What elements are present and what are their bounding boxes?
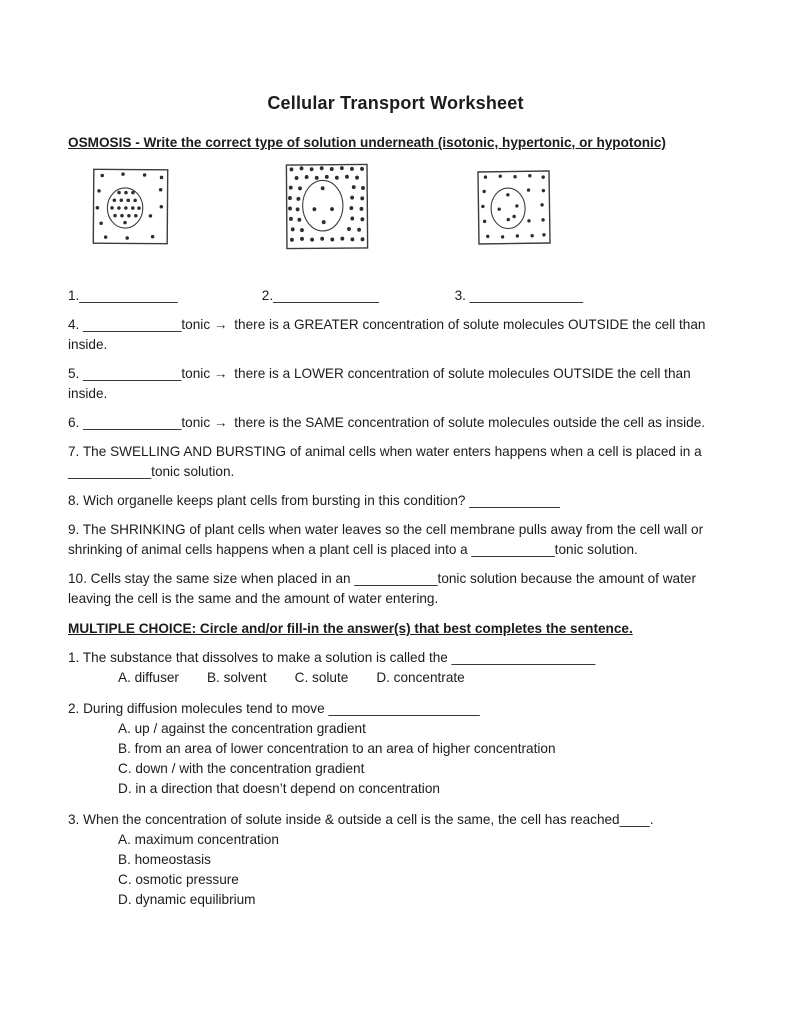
solute-dot-inside: [124, 191, 128, 195]
solute-dot-outside: [335, 176, 339, 180]
solute-dot-outside: [361, 186, 365, 190]
solute-dot-outside: [125, 236, 129, 240]
solute-dot-outside: [297, 218, 301, 222]
answer-blank-1: 1._____________: [68, 288, 178, 303]
solute-dot-outside: [345, 175, 349, 179]
solute-dot-outside: [315, 176, 319, 180]
solute-dot-outside: [541, 175, 544, 178]
solute-dot-outside: [160, 205, 164, 209]
solute-dot-outside: [290, 167, 294, 171]
solute-dot-outside: [104, 235, 108, 239]
solute-dot-outside: [355, 176, 359, 180]
option-item: D. concentrate: [376, 670, 465, 685]
solute-dot-outside: [499, 174, 502, 177]
solute-dot-outside: [527, 219, 530, 222]
solute-dot-outside: [483, 220, 486, 223]
option-list: [68, 719, 727, 799]
solute-dot-outside: [296, 207, 300, 211]
option-list: [68, 668, 727, 688]
solute-dot-outside: [300, 237, 304, 241]
solute-dot-outside: [295, 176, 299, 180]
solute-dot-outside: [289, 217, 293, 221]
solute-dot-outside: [99, 221, 103, 225]
solute-dot-outside: [300, 166, 304, 170]
solute-dot-outside: [300, 228, 304, 232]
solute-dot-outside: [310, 167, 314, 171]
solute-dot-outside: [360, 217, 364, 221]
worksheet-content: [68, 134, 727, 910]
solute-dot-outside: [350, 196, 354, 200]
solute-dot-inside: [123, 221, 127, 225]
fill-in-question-9: 9. The SHRINKING of plant cells when water leaves so the cell membrane pulls away from the cell wall or shrinking of animal cells happens when a plant cell is placed into a ___________tonic solution.: [68, 522, 704, 557]
fill-in-question-7: 7. The SWELLING AND BURSTING of animal cells when water enters happens when a cell is placed in a ___________tonic solution.: [68, 444, 702, 479]
solute-dot-outside: [501, 235, 504, 238]
solute-dot-inside: [120, 214, 124, 218]
option-item: C. down / with the concentration gradient: [118, 761, 365, 776]
solute-dot-inside: [515, 204, 518, 207]
solute-dot-outside: [320, 166, 324, 170]
solute-dot-inside: [133, 199, 137, 203]
solute-dot-inside: [312, 207, 316, 211]
solute-dot-outside: [361, 237, 365, 241]
osmosis-heading: OSMOSIS - Write the correct type of solution underneath (isotonic, hypertonic, or hypotonic): [68, 135, 666, 150]
solute-dot-inside: [330, 207, 334, 211]
solute-dot-inside: [506, 193, 509, 196]
solute-dot-outside: [143, 173, 147, 177]
solute-dot-inside: [127, 214, 131, 218]
fill-in-question-5: 5. _____________tonic → there is a LOWER concentration of solute molecules OUTSIDE the cell than inside.: [68, 366, 691, 401]
mc-question-3: [68, 810, 727, 910]
solute-dot-outside: [97, 189, 101, 193]
solute-dot-inside: [110, 206, 114, 210]
solute-dot-inside: [131, 191, 135, 195]
solute-dot-inside: [124, 206, 128, 210]
fill-in-question-6: 6. _____________tonic → there is the SAME concentration of solute molecules outside the cell as inside.: [68, 415, 706, 430]
solute-dot-outside: [296, 197, 300, 201]
solute-dot-outside: [100, 174, 104, 178]
fill-in-question-4: 4. _____________tonic → there is a GREATER concentration of solute molecules OUTSIDE the cell than inside.: [68, 317, 706, 352]
mc-question-1: [68, 648, 727, 688]
cell-diagram-3: [476, 169, 551, 245]
solute-dot-inside: [126, 199, 130, 203]
solute-dot-outside: [360, 167, 364, 171]
solute-dot-inside: [113, 198, 117, 202]
solute-dot-inside: [512, 215, 515, 218]
solute-dot-outside: [121, 172, 125, 176]
fill-in-question-10: 10. Cells stay the same size when placed in an ___________tonic solution because the amount of water leaving the cell is the same and the amount of water entering.: [68, 571, 696, 606]
solute-dot-outside: [482, 190, 485, 193]
mc-question-2: [68, 699, 727, 799]
answer-blank-3: 3. _______________: [454, 288, 584, 303]
solute-dot-outside: [305, 175, 309, 179]
option-item: A. diffuser: [118, 670, 179, 685]
option-item: C. osmotic pressure: [118, 872, 239, 887]
option-item: B. from an area of lower concentration to an area of higher concentration: [118, 741, 556, 756]
solute-dot-outside: [96, 206, 100, 210]
option-item: A. up / against the concentration gradient: [118, 721, 366, 736]
solute-dot-outside: [542, 189, 545, 192]
solute-dot-outside: [289, 186, 293, 190]
solute-dot-outside: [149, 214, 153, 218]
solute-dot-inside: [117, 191, 121, 195]
mc-questions: [68, 648, 727, 910]
solute-dot-outside: [350, 167, 354, 171]
solute-dot-outside: [360, 207, 364, 211]
solute-dot-outside: [349, 206, 353, 210]
solute-dot-outside: [481, 205, 484, 208]
cell-diagram-2: [285, 163, 370, 251]
solute-dot-outside: [360, 196, 364, 200]
diagram-row: [68, 163, 727, 263]
cell-boundary-square: [93, 169, 167, 243]
solute-dot-inside: [120, 198, 124, 202]
option-item: D. dynamic equilibrium: [118, 892, 256, 907]
solute-dot-outside: [151, 235, 155, 239]
cell-diagram-1: [92, 168, 170, 246]
solute-dot-outside: [350, 237, 354, 241]
multiple-choice-heading: MULTIPLE CHOICE: Circle and/or fill-in the answer(s) that best completes the sentence.: [68, 621, 633, 636]
solute-dot-outside: [541, 218, 544, 221]
option-item: D. in a direction that doesn’t depend on concentration: [118, 781, 440, 796]
solute-dot-outside: [159, 188, 163, 192]
option-item: A. maximum concentration: [118, 832, 279, 847]
solute-dot-outside: [484, 175, 487, 178]
solute-dot-outside: [160, 176, 164, 180]
solute-dot-outside: [513, 175, 516, 178]
answer-blank-2: 2.______________: [261, 288, 379, 303]
option-item: B. homeostasis: [118, 852, 211, 867]
solute-dot-outside: [298, 186, 302, 190]
solute-dot-outside: [288, 206, 292, 210]
solute-dot-inside: [134, 214, 138, 218]
solute-dot-inside: [137, 206, 141, 210]
solute-dot-inside: [322, 220, 326, 224]
solute-dot-outside: [340, 166, 344, 170]
solute-dot-outside: [540, 203, 543, 206]
solute-dot-inside: [113, 214, 117, 218]
option-item: C. solute: [294, 670, 349, 685]
solute-dot-outside: [516, 234, 519, 237]
solute-dot-outside: [530, 234, 533, 237]
solute-dot-outside: [528, 174, 531, 177]
solute-dot-outside: [527, 188, 530, 191]
solute-dot-outside: [330, 238, 334, 242]
solute-dot-outside: [291, 227, 295, 231]
solute-dot-outside: [288, 196, 292, 200]
solute-dot-outside: [325, 175, 329, 179]
question-stem: 2. During diffusion molecules tend to move ____________________: [68, 701, 480, 716]
question-stem: 1. The substance that dissolves to make a solution is called the ___________________: [68, 650, 596, 665]
solute-dot-outside: [310, 238, 314, 242]
solute-dot-outside: [320, 237, 324, 241]
solute-dot-outside: [330, 167, 334, 171]
question-stem: 3. When the concentration of solute inside & outside a cell is the same, the cell has reached____.: [68, 812, 654, 827]
option-list: [68, 830, 727, 910]
solute-dot-outside: [290, 238, 294, 242]
solute-dot-inside: [507, 218, 510, 221]
fill-in-question-8: 8. Wich organelle keeps plant cells from bursting in this condition? ____________: [68, 493, 560, 508]
solute-dot-inside: [497, 207, 500, 210]
answer-blank-row: [68, 286, 727, 306]
solute-dot-outside: [542, 233, 545, 236]
solute-dot-inside: [117, 206, 121, 210]
solute-dot-outside: [486, 235, 489, 238]
cell-boundary-square: [478, 171, 550, 244]
solute-dot-outside: [347, 227, 351, 231]
solute-dot-inside: [131, 206, 135, 210]
option-item: B. solvent: [206, 670, 267, 685]
solute-dot-outside: [352, 185, 356, 189]
page-title: Cellular Transport Worksheet: [267, 93, 524, 113]
solute-dot-outside: [357, 228, 361, 232]
solute-dot-outside: [340, 237, 344, 241]
solute-dot-outside: [350, 216, 354, 220]
solute-dot-inside: [321, 186, 325, 190]
